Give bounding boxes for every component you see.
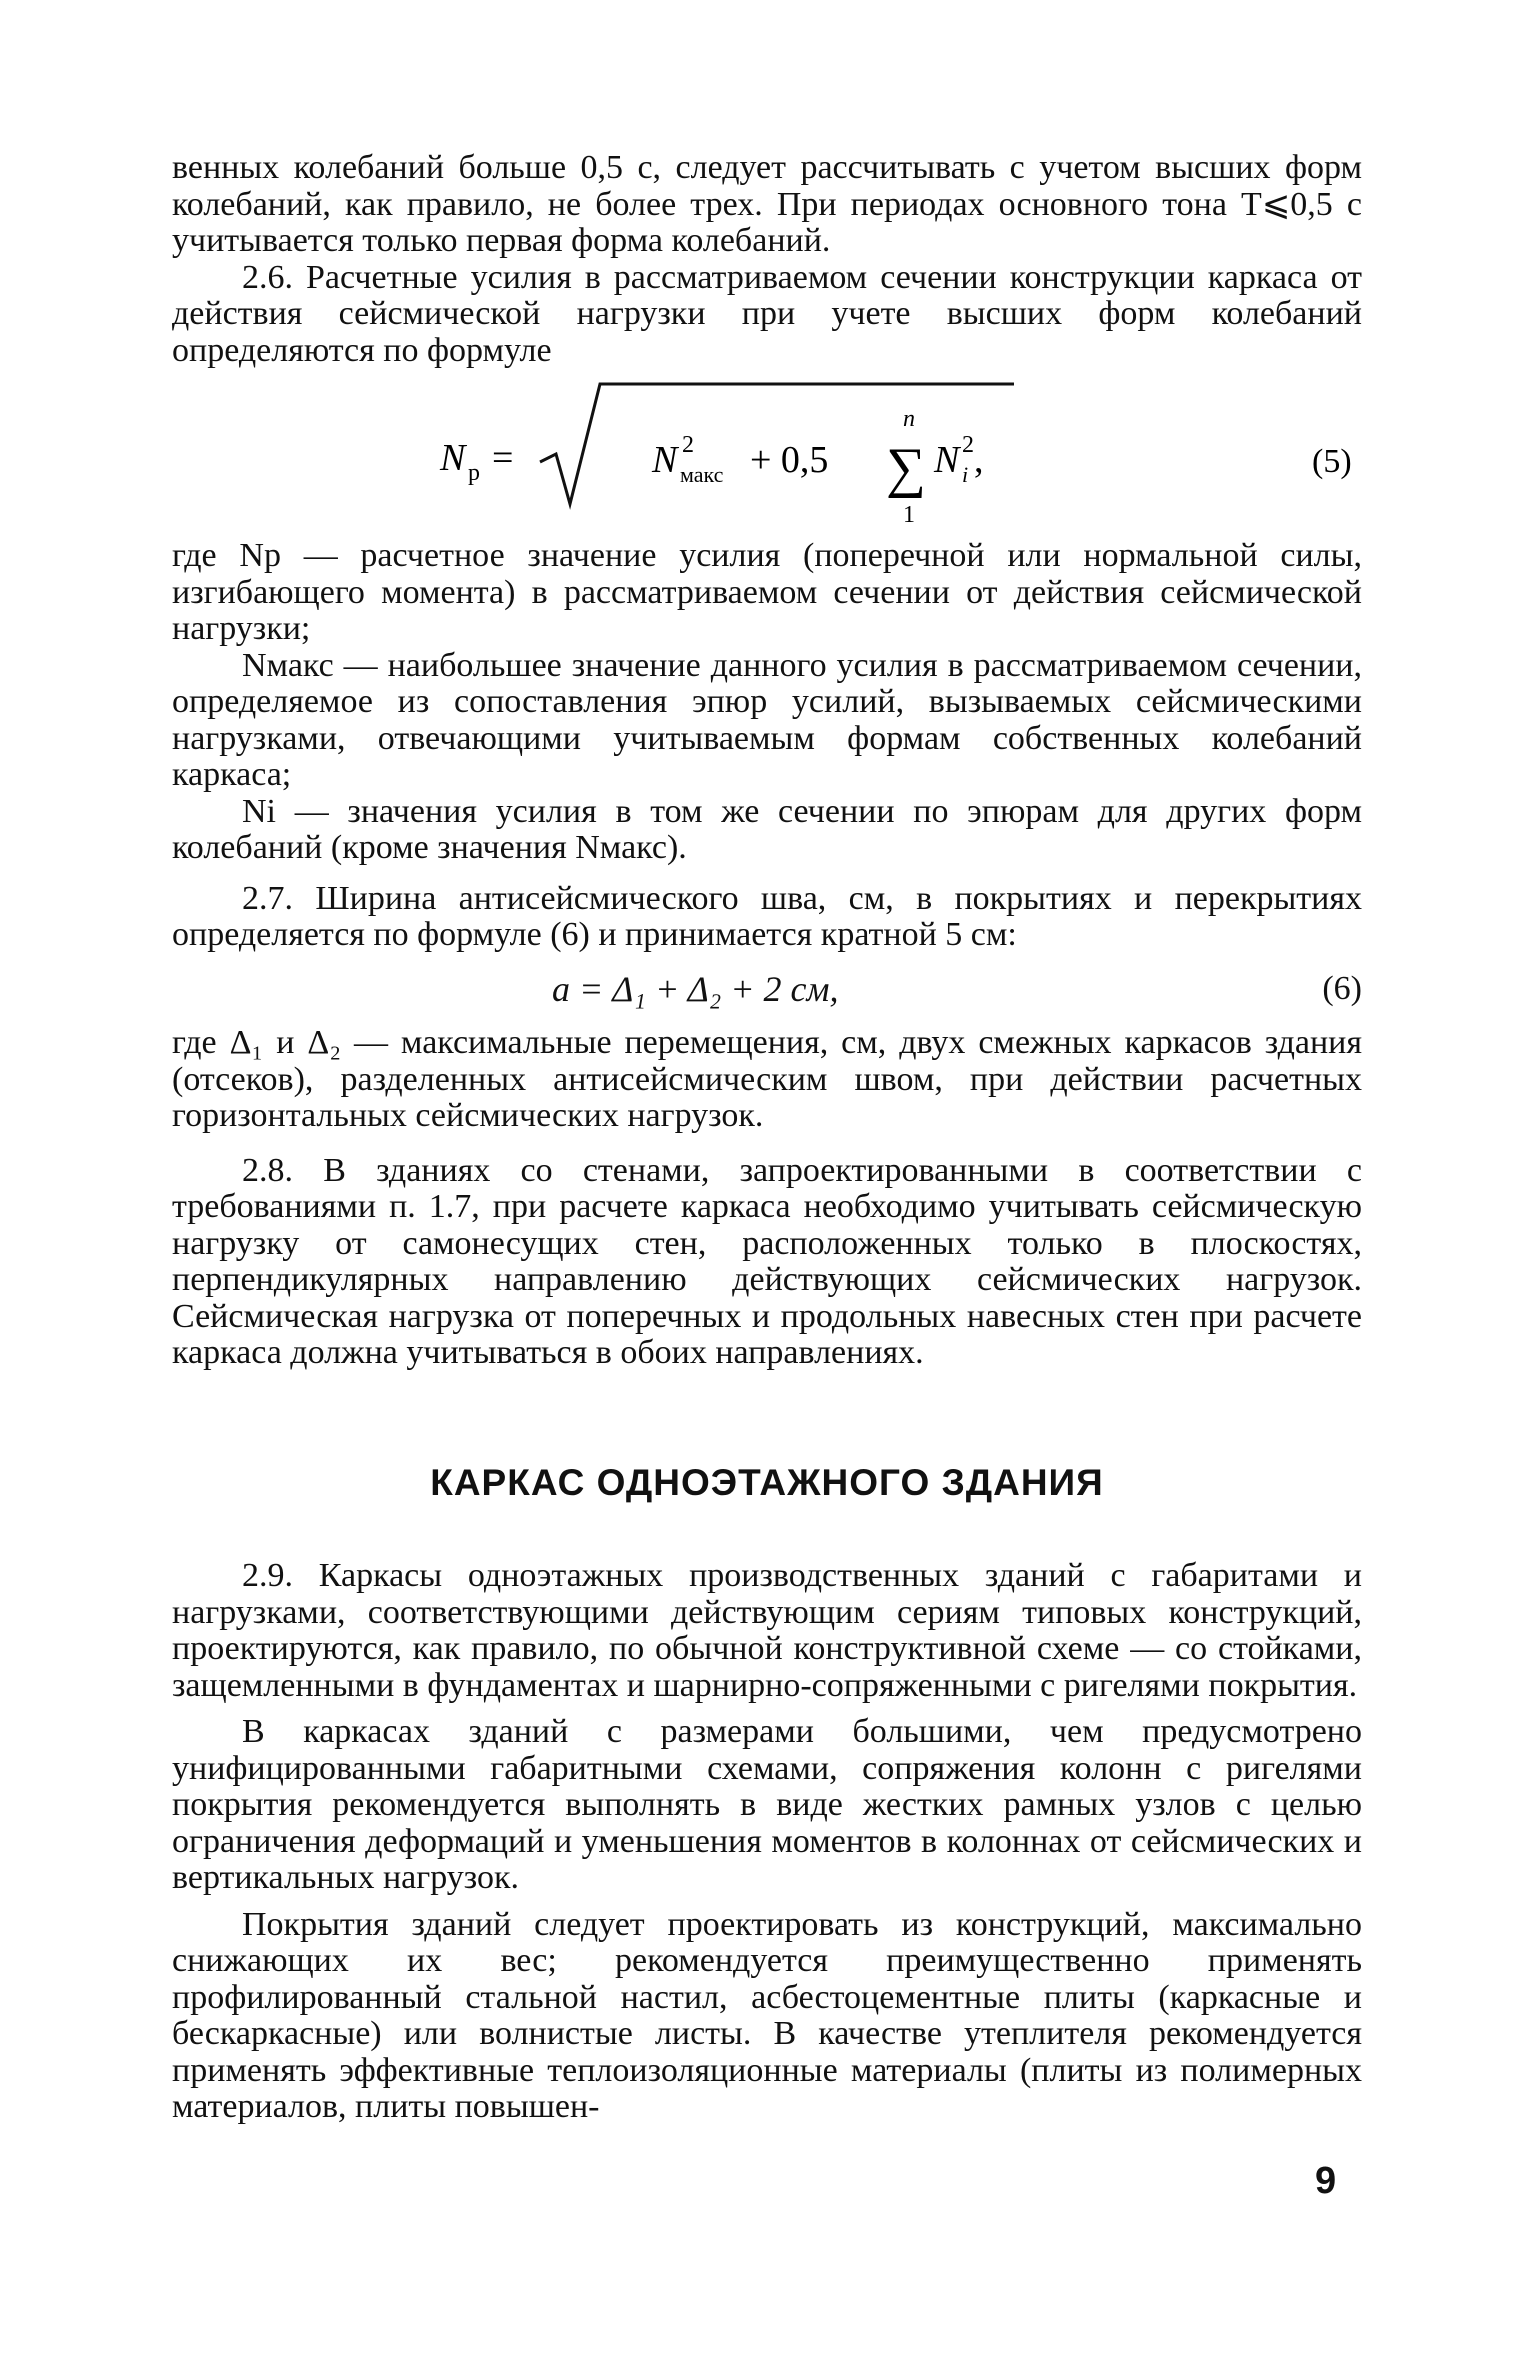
formula-6 bbox=[172, 968, 1362, 1018]
formula-tail: , bbox=[974, 439, 984, 481]
text-block-middle bbox=[172, 1025, 1362, 1372]
formula-nmax-sup: 2 bbox=[682, 432, 694, 458]
formula-nmax: N bbox=[652, 439, 678, 481]
formula-6-number: (6) bbox=[1322, 970, 1362, 1007]
paragraph-roofs: Покрытия зданий следует проектировать из конструкций, максимально снижающих их вес; рекомендуется преимущественно применять профилированный стальной настил, асбестоцементные плиты (каркасные и бескаркасные) или волнистые листы. В качестве утеплителя рекомендуется применять эффективные теплоизоляционные материалы (плиты из полимерных материалов, плиты повышен- bbox=[172, 1905, 1362, 2125]
paragraph-where-np: где Nр — расчетное значение усилия (поперечной или нормальной силы, изгибающего момента) в рассматриваемом сечении от действия сейсмической нагрузки; bbox=[172, 537, 1362, 647]
paragraph-2-8: 2.8. В зданиях со стенами, запроектированными в соответствии с требованиями п. 1.7, при расчете каркаса необходимо учитывать сейсмическую нагрузку от самонесущих стен, расположенных только в плоскостях, перпендикулярных направлению действующих сейсмических нагрузок. Сейсмическая нагрузка от поперечных и продольных навесных стен при расчете каркаса должна учитываться в обоих направлениях. bbox=[172, 1151, 1362, 1371]
paragraph-nmax: Nмакс — наибольшее значение данного усилия в рассматриваемом сечении, определяемое из сопоставления эпюр усилий, вызываемых сейсмическими нагрузками, отвечающими учитываемым формам собственных колебаний каркаса; bbox=[172, 646, 1362, 793]
formula-ni: N bbox=[934, 439, 960, 481]
formula-5-number: (5) bbox=[1312, 443, 1352, 480]
text-block-top bbox=[172, 150, 1362, 369]
paragraph-2-7: 2.7. Ширина антисейсмического шва, см, в покрытиях и перекрытиях определяется по формуле (6) и принимается кратной 5 см: bbox=[172, 879, 1362, 953]
formula-5 bbox=[172, 380, 1362, 530]
formula-6-expression: a = Δ₁ + Δ₂ + 2 см, bbox=[552, 969, 839, 1009]
formula-sum-bottom: 1 bbox=[903, 502, 915, 528]
formula-eq: = bbox=[492, 437, 514, 479]
formula-sum-top: n bbox=[903, 406, 915, 432]
formula-ni-sup: 2 bbox=[962, 432, 974, 458]
formula-plus: + 0,5 bbox=[750, 439, 829, 481]
page-number: 9 bbox=[1315, 2160, 1337, 2202]
formula-5-graphic bbox=[172, 380, 1362, 530]
formula-ni-sub: i bbox=[962, 462, 969, 487]
paragraph-frames: В каркасах зданий с размерами большими, чем предусмотрено унифицированными габаритными схемами, сопряжения колонн с ригелями покрытия рекомендуется выполнять в виде жестких рамных узлов с целью ограничения деформаций и уменьшения моментов в колоннах от сейсмических и вертикальных нагрузок. bbox=[172, 1713, 1362, 1896]
text-block-where bbox=[172, 538, 1362, 954]
formula-nmax-sub: макс bbox=[680, 462, 724, 487]
paragraph-2-9: 2.9. Каркасы одноэтажных производственных зданий с габаритами и нагрузками, соответствующими действующим сериям типовых конструкций, проектируются, как правило, по обычной конструктивной схеме — со стойками, защемленными в фундаментах и шарнирно-сопряженными с ригелями покрытия. bbox=[172, 1557, 1362, 1704]
paragraph-intro: венных колебаний больше 0,5 с, следует рассчитывать с учетом высших форм колебаний, как правило, не более трех. При периодах основного тона T⩽0,5 с учитывается только первая форма колебаний. bbox=[172, 149, 1362, 259]
paragraph-where-delta: где Δ₁ и Δ₂ — максимальные перемещения, см, двух смежных каркасов здания (отсеков), разделенных антисейсмическим швом, при действии расчетных горизонтальных сейсмических нагрузок. bbox=[172, 1024, 1362, 1134]
paragraph-ni: Ni — значения усилия в том же сечении по эпюрам для других форм колебаний (кроме значения Nмакс). bbox=[172, 792, 1362, 866]
formula-lhs-sub: p bbox=[468, 460, 480, 486]
formula-lhs: N bbox=[440, 437, 466, 479]
section-heading: КАРКАС ОДНОЭТАЖНОГО ЗДАНИЯ bbox=[430, 1462, 1104, 1503]
paragraph-2-6: 2.6. Расчетные усилия в рассматриваемом сечении конструкции каркаса от действия сейсмической нагрузки при учете высших форм колебаний определяются по формуле bbox=[172, 258, 1362, 369]
text-block-bottom bbox=[172, 1558, 1362, 2126]
formula-sum-sign: ∑ bbox=[886, 437, 926, 499]
